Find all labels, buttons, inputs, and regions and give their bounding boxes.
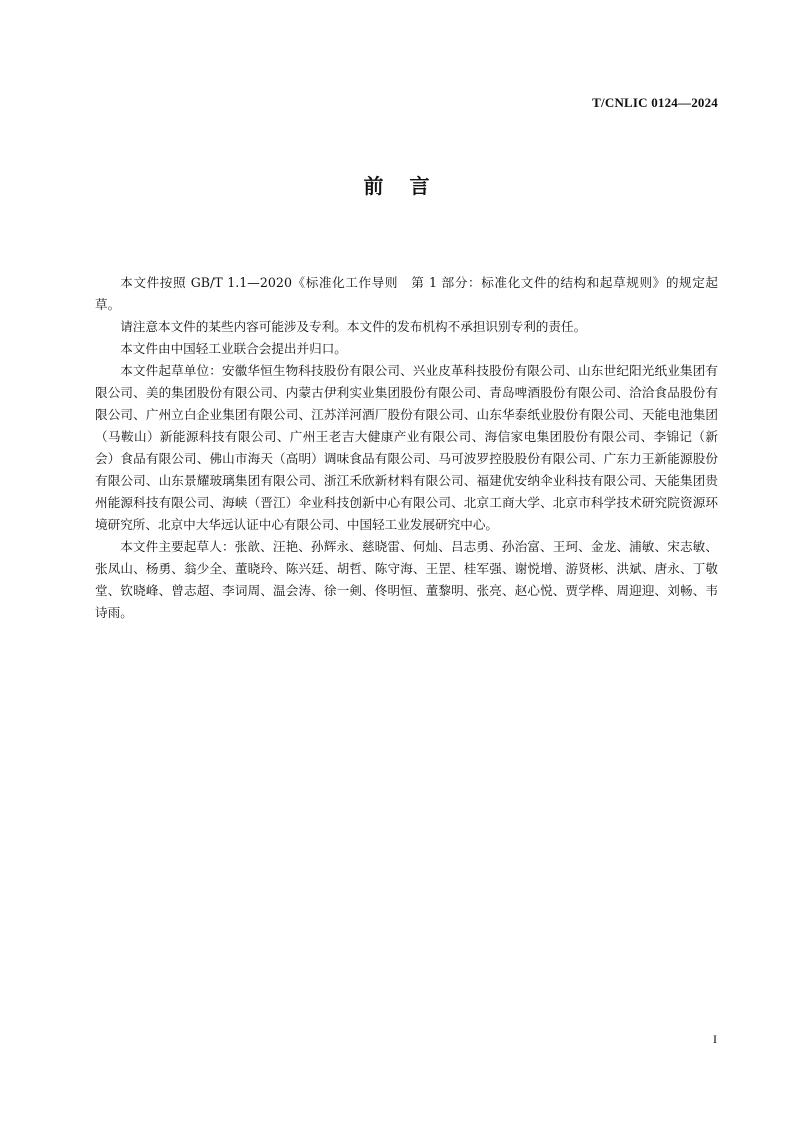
page-title: 前言 (363, 174, 456, 198)
foreword-body (95, 272, 718, 624)
paragraph-drafters: 本文件主要起草人：张歆、汪艳、孙辉永、慈晓雷、何灿、吕志勇、孙治富、王珂、金龙、浦敏、宋志敏、张凤山、杨勇、翁少全、董晓玲、陈兴廷、胡哲、陈守海、王罡、桂军强、谢悦增、游贤彬、洪斌、唐永、丁敬堂、钦晓峰、曾志超、李词周、温会涛、徐一剣、佟明恒、董黎明、张亮、赵心悦、贾学桦、周迎迎、刘畅、韦诗雨。 (95, 539, 718, 620)
paragraph-drafting-rules: 本文件按照 GB/T 1.1—2020《标准化工作导则 第 1 部分：标准化文件的结构和起草规则》的规定起草。 (95, 275, 718, 312)
paragraph-drafting-units: 本文件起草单位：安徽华恒生物科技股份有限公司、兴业皮革科技股份有限公司、山东世纪阳光纸业集团有限公司、美的集团股份有限公司、内蒙古伊利实业集团股份有限公司、青岛啤酒股份有限公司、洽洽食品股份有限公司、广州立白企业集团有限公司、江苏洋河酒厂股份有限公司、山东华泰纸业股份有限公司、天能电池集团（马鞍山）新能源科技有限公司、广州王老吉大健康产业有限公司、海信家电集团股份有限公司、李锦记（新会）食品有限公司、佛山市海天（高明）调味食品有限公司、马可波罗控股股份有限公司、广东力王新能源股份有限公司、山东景耀玻璃集团有限公司、浙江禾欣新材料有限公司、福建优安纳伞业科技有限公司、天能集团贵州能源科技有限公司、海峡（晋江）伞业科技创新中心有限公司、北京工商大学、北京市科学技术研究院资源环境研究所、北京中大华远认证中心有限公司、中国轻工业发展研究中心。 (95, 363, 718, 532)
paragraph-patent-notice: 请注意本文件的某些内容可能涉及专利。本文件的发布机构不承担识别专利的责任。 (120, 319, 587, 334)
document-code: T/CNLIC 0124—2024 (592, 95, 718, 110)
paragraph-proposer: 本文件由中国轻工业联合会提出并归口。 (120, 341, 347, 356)
page-number: I (713, 1032, 717, 1046)
